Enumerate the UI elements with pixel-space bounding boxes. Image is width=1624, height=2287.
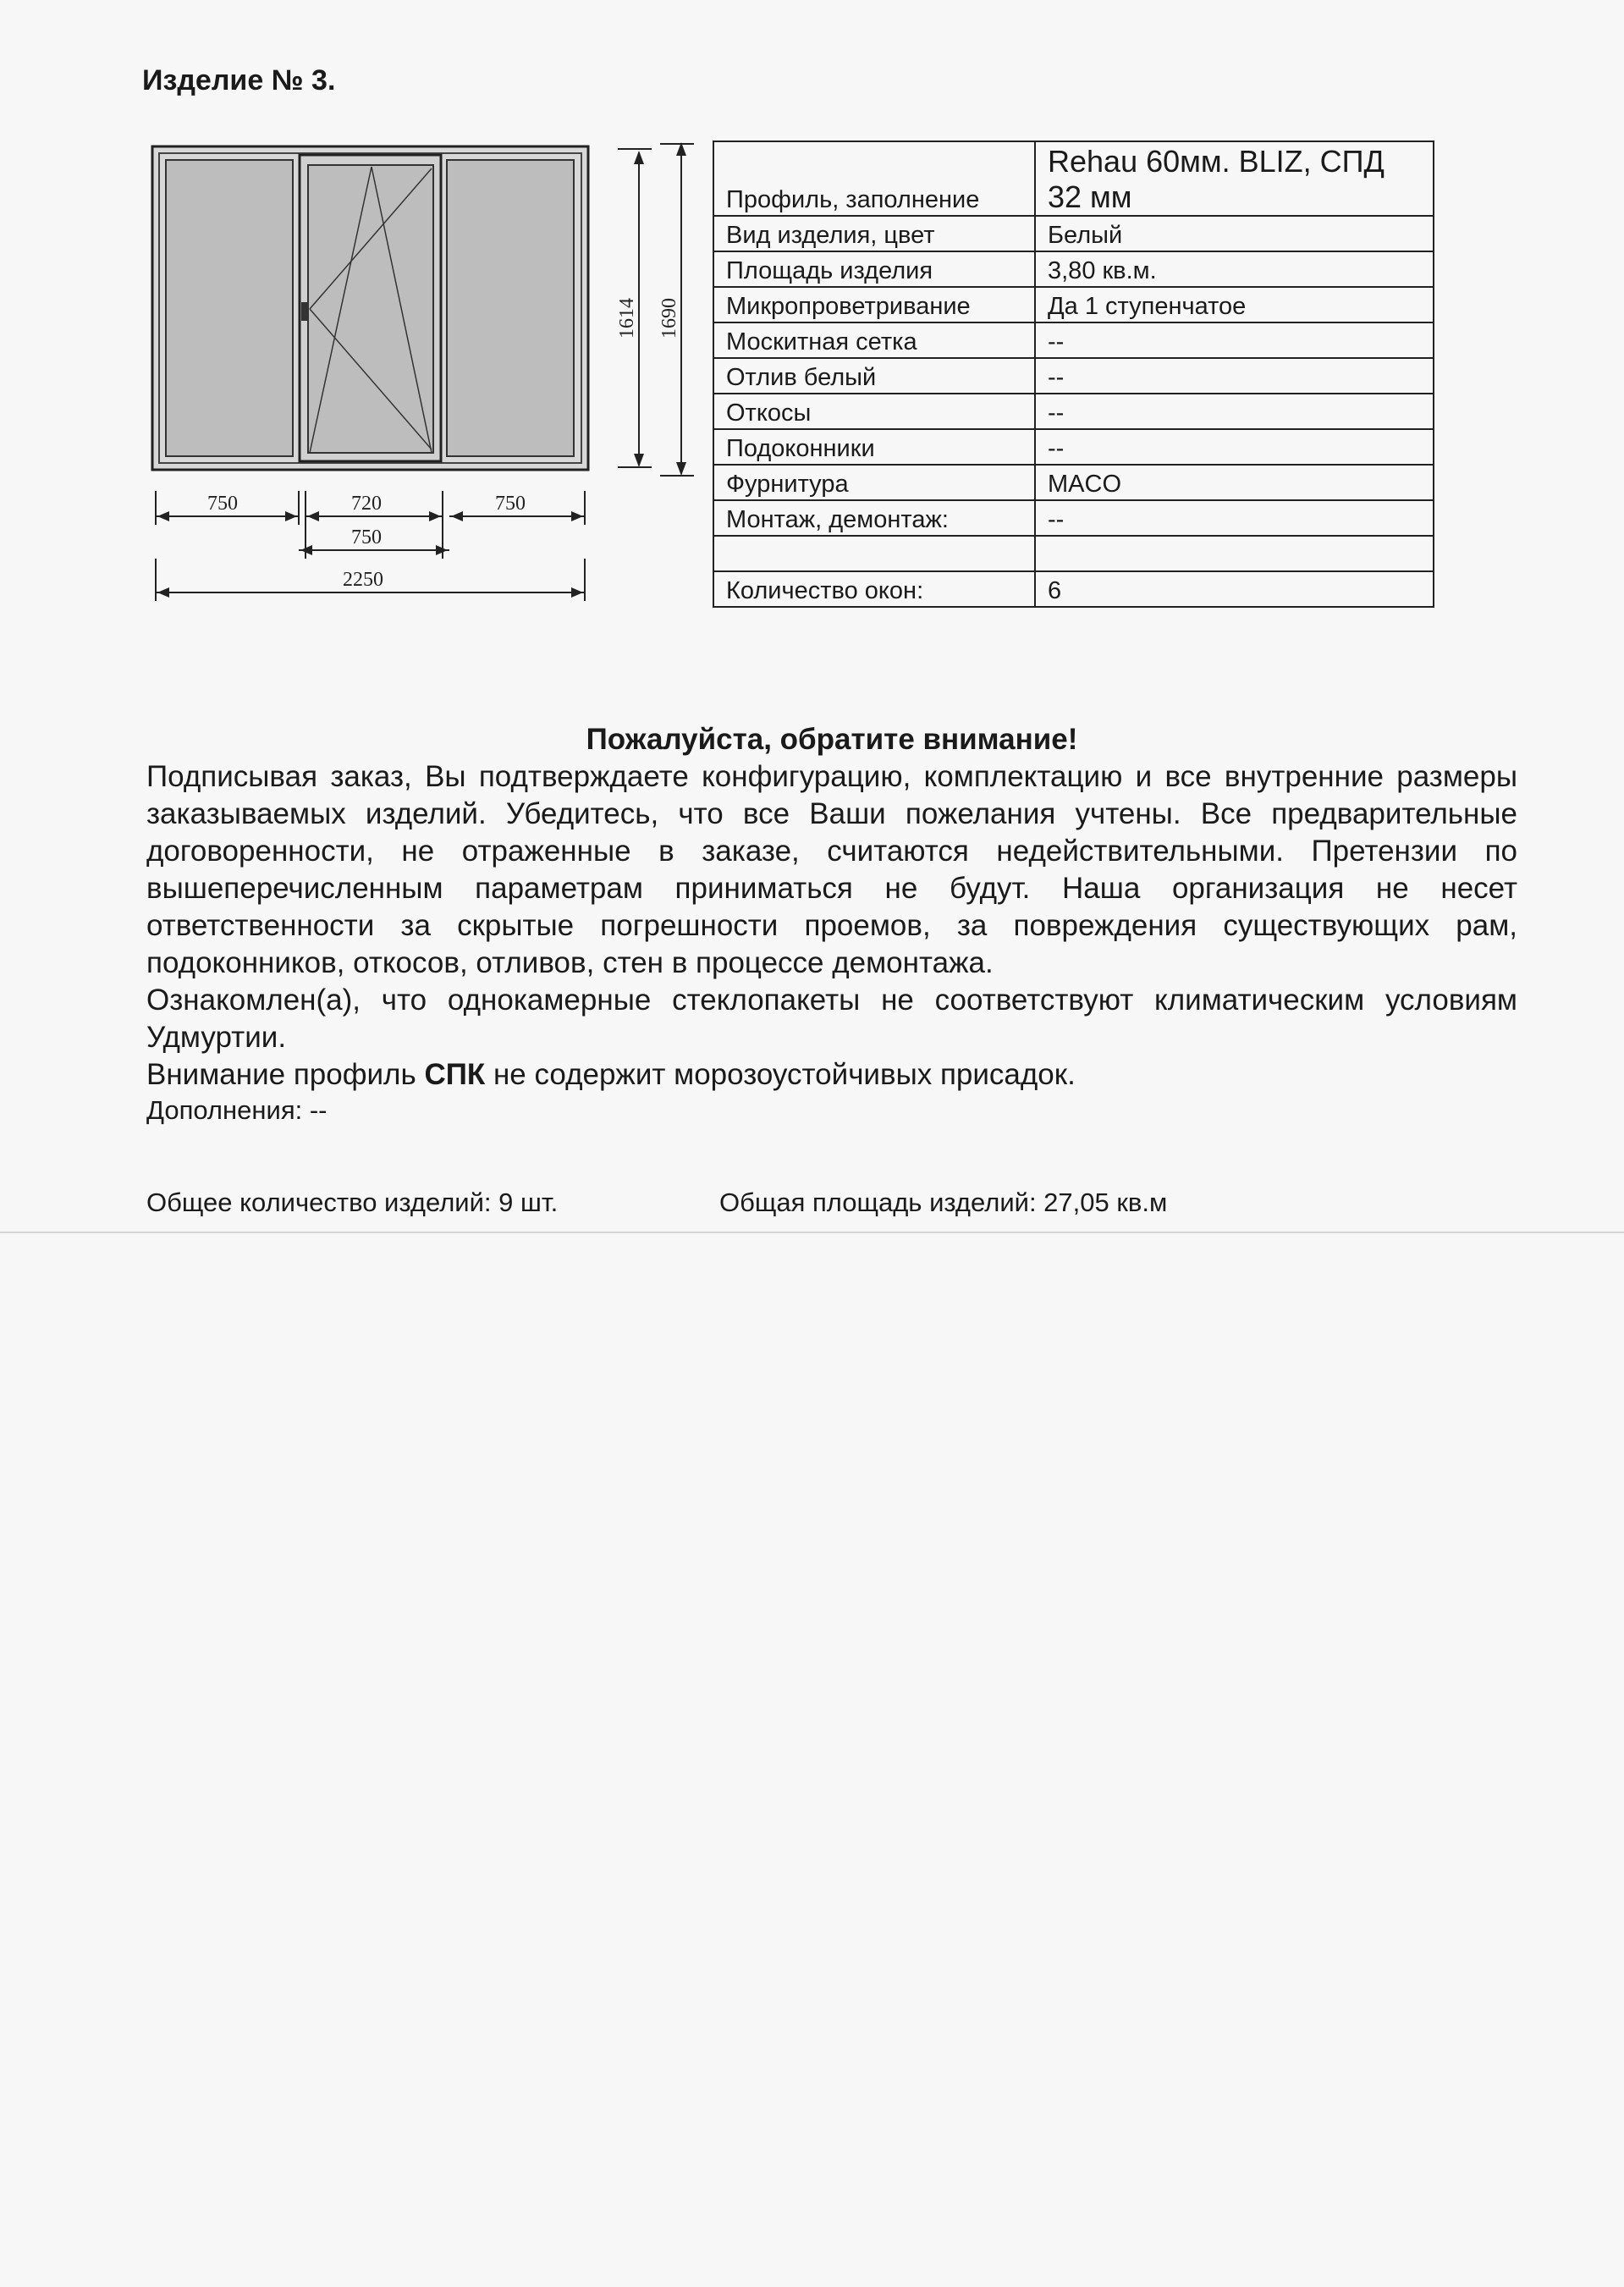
scan-fold-line xyxy=(0,1232,1624,1233)
spec-value: MACO xyxy=(1035,465,1434,500)
spec-row xyxy=(713,287,1434,322)
notice-paragraph-2: Ознакомлен(а), что однокамерные стеклопакеты не соответствуют климатическим условиям Удмуртии. xyxy=(146,984,1517,1054)
dimension-annotations xyxy=(144,135,719,618)
spec-key: Количество окон: xyxy=(713,571,1035,607)
spec-value: -- xyxy=(1035,322,1434,358)
dim-panel-left: 750 xyxy=(207,493,238,515)
spec-value: 6 xyxy=(1035,571,1434,607)
dim-panel-mid-outer: 750 xyxy=(351,526,382,548)
spec-key: Фурнитура xyxy=(713,465,1035,500)
spec-key: Профиль, заполнение xyxy=(713,141,1035,216)
spec-row xyxy=(713,429,1434,465)
spec-value: Да 1 ступенчатое xyxy=(1035,287,1434,322)
product-title: Изделие № 3. xyxy=(142,64,336,96)
notice-heading: Пожалуйста, обратите внимание! xyxy=(586,723,1078,756)
notice-paragraph-3: Внимание профиль СПК не содержит морозоустойчивых присадок. xyxy=(146,1058,1076,1091)
notice-addition: Дополнения: -- xyxy=(146,1095,328,1125)
spec-key: Откосы xyxy=(713,394,1035,429)
spec-row xyxy=(713,394,1434,429)
notice-block xyxy=(146,721,1517,1127)
spec-row xyxy=(713,536,1434,571)
spec-key: Монтаж, демонтаж: xyxy=(713,500,1035,536)
total-count: Общее количество изделий: 9 шт. xyxy=(146,1188,559,1217)
spec-key: Микропроветривание xyxy=(713,287,1035,322)
spec-row xyxy=(713,322,1434,358)
spec-row xyxy=(713,251,1434,287)
dim-height-inner: 1614 xyxy=(616,298,638,339)
specs-table xyxy=(713,141,1434,608)
spec-key xyxy=(713,536,1035,571)
spec-value: 3,80 кв.м. xyxy=(1035,251,1434,287)
spec-value xyxy=(1035,536,1434,571)
dim-panel-right: 750 xyxy=(495,493,526,515)
spec-value: -- xyxy=(1035,429,1434,465)
dim-panel-mid-inner: 720 xyxy=(351,493,382,515)
total-area: Общая площадь изделий: 27,05 кв.м xyxy=(719,1188,1168,1217)
spec-row xyxy=(713,216,1434,251)
spec-row xyxy=(713,141,1434,216)
spec-value: -- xyxy=(1035,394,1434,429)
spec-value: -- xyxy=(1035,500,1434,536)
notice-paragraph-1: Подписывая заказ, Вы подтверждаете конфигурацию, комплектацию и все внутренние размеры заказываемых изделий. Убедитесь, что все Ваши пожелания учтены. Все предварительные договоренности, не отраженные в заказе, считаются недействительными. Претензии по вышеперечисленным параметрам приниматься не будут. Наша организация не несет ответственности за скрытые погрешности проемов, за повреждения существующих рам, подоконников, откосов, отливов, стен в процессе демонтажа. xyxy=(146,760,1517,979)
spec-key: Отлив белый xyxy=(713,358,1035,394)
spec-key: Площадь изделия xyxy=(713,251,1035,287)
spec-row xyxy=(713,500,1434,536)
spec-row xyxy=(713,465,1434,500)
dim-total-width: 2250 xyxy=(343,569,383,591)
spec-value: -- xyxy=(1035,358,1434,394)
spec-key: Вид изделия, цвет xyxy=(713,216,1035,251)
spec-key: Подоконники xyxy=(713,429,1035,465)
spec-value: Rehau 60мм. BLIZ, СПД 32 мм xyxy=(1035,141,1434,216)
dim-height-outer: 1690 xyxy=(658,298,680,339)
spec-row xyxy=(713,571,1434,607)
spec-key: Москитная сетка xyxy=(713,322,1035,358)
spec-value: Белый xyxy=(1035,216,1434,251)
spec-row xyxy=(713,358,1434,394)
